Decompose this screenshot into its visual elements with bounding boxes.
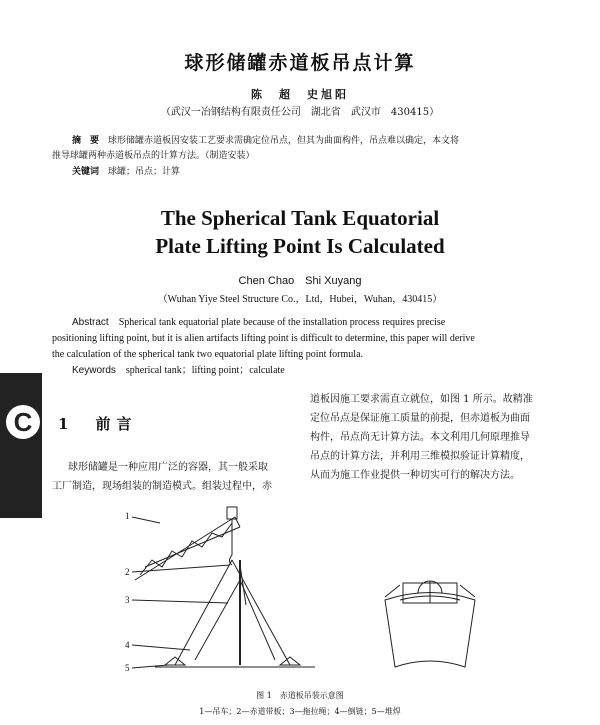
cn-keywords-label: 关键词 bbox=[72, 167, 100, 177]
support-right bbox=[280, 657, 300, 665]
section-title: 前言 bbox=[95, 415, 138, 433]
fig-label-2: 2 bbox=[125, 567, 130, 577]
cn-keywords-line bbox=[72, 165, 180, 180]
en-title-line1: The Spherical Tank Equatorial bbox=[160, 206, 440, 230]
side-tab-letter: C bbox=[6, 405, 40, 439]
en-abstract-line2: positioning lifting point, but it is alien artifacts lifting point is difficult to determine, this paper will derive bbox=[52, 333, 475, 344]
section-number: 1 bbox=[58, 415, 75, 433]
fig-label-4: 4 bbox=[125, 640, 130, 650]
fig-label-1: 1 bbox=[125, 511, 130, 521]
en-authors: Chen Chao Shi Xuyang bbox=[238, 275, 362, 287]
body-right-line3: 构件，吊点尚无计算方法。本文利用几何原理推导 bbox=[310, 432, 530, 443]
en-abstract-line1 bbox=[72, 315, 550, 331]
support-left bbox=[165, 657, 185, 665]
body-left-line1: 球形储罐是一种应用广泛的容器，其一般采取 bbox=[68, 462, 268, 473]
cn-abstract-line1 bbox=[72, 134, 459, 149]
lifting-diagram bbox=[100, 505, 520, 685]
cn-affiliation: （武汉一冶钢结构有限责任公司 湖北省 武汉市 430415） bbox=[160, 107, 440, 118]
side-tab bbox=[0, 373, 42, 518]
en-abstract-text1: Spherical tank equatorial plate because of the installation process requires precise bbox=[118, 317, 446, 328]
figure-legend: 1—吊车；2—赤道带板；3—拖拉绳；4—倒链；5—堆焊 bbox=[199, 707, 401, 716]
en-affiliation: （Wuhan Yiye Steel Structure Co.，Ltd，Hubei，Wuhan，430415） bbox=[157, 294, 443, 305]
en-keywords-label: Keywords bbox=[72, 365, 116, 376]
en-abstract-line3: the calculation of the spherical tank two equatorial plate lifting point formula. bbox=[52, 349, 364, 360]
cn-authors: 陈 超 史旭阳 bbox=[251, 88, 349, 101]
guy-ropes bbox=[175, 560, 290, 665]
body-right-line2: 定位吊点是保证施工质量的前提，但赤道板为曲面 bbox=[310, 413, 530, 424]
cn-abstract-line2: 推导球罐两种赤道板吊点的计算方法。（制造安装） bbox=[52, 151, 255, 161]
cn-keywords: 球罐；吊点；计算 bbox=[108, 167, 181, 177]
plate-detail bbox=[385, 581, 475, 667]
figure-caption: 图 1 赤道板吊装示意图 bbox=[256, 691, 344, 700]
en-keywords: spherical tank；lifting point；calculate bbox=[125, 365, 285, 376]
section-heading bbox=[58, 413, 137, 434]
fig-label-3: 3 bbox=[125, 595, 130, 605]
fig-label-5: 5 bbox=[125, 663, 130, 673]
cn-title: 球形储罐赤道板吊点计算 bbox=[184, 52, 416, 74]
body-left-line2: 工厂制造，现场组装的制造模式。组装过程中，赤 bbox=[52, 481, 272, 492]
body-right-line5: 从而为施工作业提供一种切实可行的解决方法。 bbox=[310, 470, 520, 481]
cn-abstract-label: 摘 要 bbox=[72, 136, 100, 146]
en-abstract-label: Abstract bbox=[72, 317, 109, 328]
body-right-line1: 道板因施工要求需直立就位，如图 1 所示。故精准 bbox=[310, 394, 533, 405]
en-title-line2: Plate Lifting Point Is Calculated bbox=[155, 234, 445, 258]
en-keywords-line bbox=[72, 363, 285, 379]
cn-abstract-text1: 球形储罐赤道板因安装工艺要求需确定位吊点，但其为曲面构件，吊点难以确定，本文将 bbox=[108, 136, 460, 146]
body-right-line4: 吊点的计算方法，并利用三维模拟验证计算精度， bbox=[310, 451, 530, 462]
